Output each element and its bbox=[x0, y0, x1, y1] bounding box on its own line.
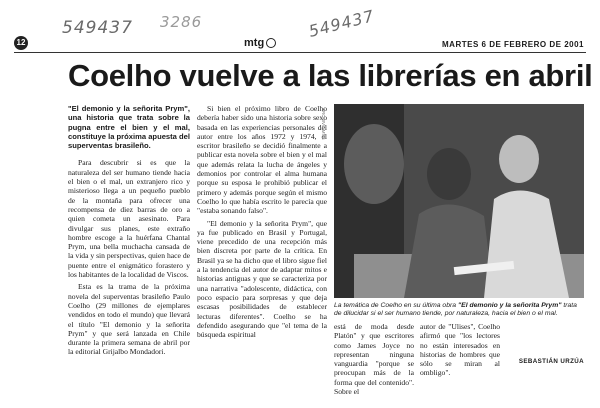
body-paragraph: Para descubrir si es que la naturaleza del ser humano tiende hacia el bien o el mal, un extranjero rico y misterioso llega a un pequeño pueblo de la montaña para ofrecer una recompensa de diez barras de oro a quien cometa un asesinato. Para divulgar sus planes, este extraño hombre escoge a la huérfana Chantal Prym, una bella muchacha cansada de la vida y sin perspectivas, quien hace de puente entre el enigmático forastero y los habitantes de la localidad de Viscos. bbox=[68, 158, 190, 280]
article-headline: Coelho vuelve a las librerías en abril bbox=[68, 58, 593, 93]
newspaper-logo bbox=[244, 37, 276, 49]
handwritten-note: 549437 bbox=[306, 6, 377, 41]
article-lede: "El demonio y la señorita Prym", una historia que trata sobre la pugna entre el bien y el mal, constituye la próxima apuesta del superventas brasileño. bbox=[68, 104, 190, 151]
article-column-2 bbox=[197, 104, 327, 342]
logo-circle-icon bbox=[266, 38, 276, 48]
article-column-4: autor de "Ulises", Coelho afirmó que "los lectores no están interesados en historias de hombres que sólo se miran al ombligo". bbox=[420, 322, 500, 378]
photo-illustration bbox=[334, 104, 584, 298]
body-paragraph: Esta es la trama de la próxima novela del superventas brasileño Paulo Coelho (29 millones de ejemplares vendidos en todo el mundo) que llevará el título "El demonio y la señorita Prym" y que será lanzada en Chile durante la primera semana de abril por la editorial Grijalbo Mondadori. bbox=[68, 282, 190, 357]
header-divider bbox=[14, 52, 586, 53]
handwritten-note: 3286 bbox=[160, 13, 203, 31]
article-photo bbox=[334, 104, 584, 298]
logo-text: mtg bbox=[244, 37, 265, 49]
caption-text: trata de dilucidar si el ser humano tiende, por naturaleza, hacia el bien o el mal. bbox=[334, 302, 577, 318]
photo-caption bbox=[334, 302, 584, 318]
article-column-1 bbox=[68, 104, 190, 360]
body-paragraph: "El demonio y la señorita Prym", que ya fue publicado en Brasil y Portugal, viene precedido de una recepción más bien discreta por parte de la crítica. En Brasil ya se ha dicho que el libro sigue fiel a la tendencia del autor de adaptar mitos e historias antiguas y que se caracteriza por una narrativa "adolescente, didáctica, con poco espacio para sorpresas y que deja escasas posibilidades de establecer lecturas diferentes". Coelho se ha defendido asegurando que "el tema de la búsqueda espiritual bbox=[197, 218, 327, 340]
caption-book-title: "El demonio y la señorita Prym" bbox=[457, 302, 562, 309]
issue-date: MARTES 6 DE FEBRERO DE 2001 bbox=[442, 40, 584, 49]
caption-text: La temática de Coelho en su última obra bbox=[334, 302, 458, 309]
handwritten-note: 549437 bbox=[62, 18, 133, 38]
article-byline: SEBASTIÁN URZÚA bbox=[518, 358, 584, 365]
article-column-3: está de moda desde Platón" y que escritores como James Joyce no representan ninguna vanguardia "porque se preocupan más de la forma que del contenido". Sobre el bbox=[334, 322, 414, 397]
body-paragraph: Si bien el próximo libro de Coelho debería haber sido una historia sobre sexo basada en las experiencias personales del autor entre los años 1972 y 1974, el escritor brasileño se decidió finalmente a publicar esta novela sobre el bien y el mal que además relata la lucha de ángeles y demonios por controlar el alma humana porque su esposa le prohibió publicar el primero y además porque según el mismo Coelho lo que había escrito le parecía que "estaba sonando falso". bbox=[197, 104, 327, 216]
photo-credit: ARCHIVO MTG bbox=[321, 108, 326, 140]
page-number: 12 bbox=[14, 36, 28, 50]
